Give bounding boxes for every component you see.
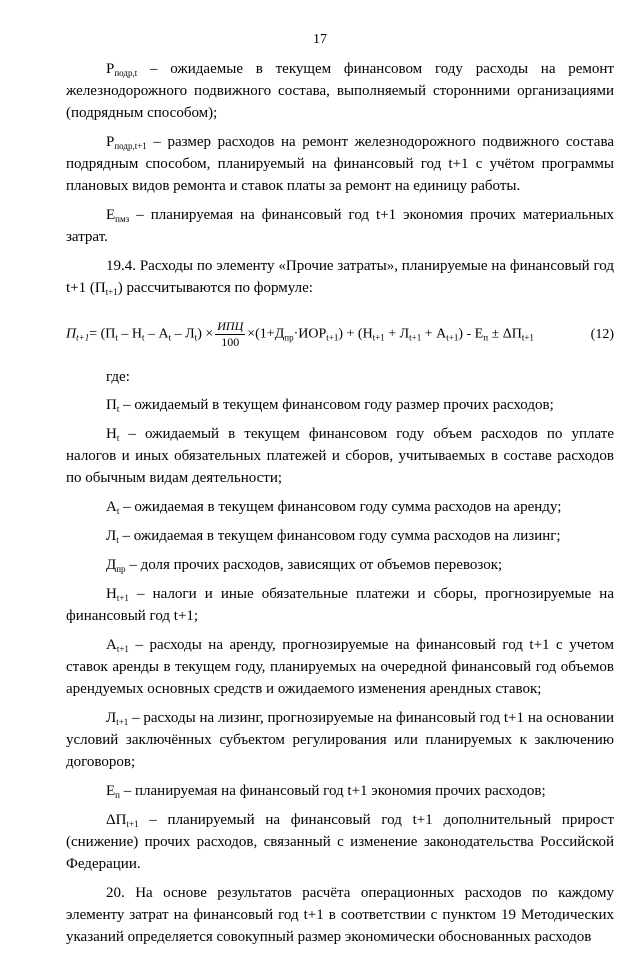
symbol: Р bbox=[106, 134, 115, 150]
symbol: Н bbox=[106, 426, 117, 442]
formula-sub: t+1 bbox=[521, 332, 534, 343]
formula-term: – А bbox=[144, 326, 169, 342]
definition-text: – планируемый на финансовый год t+1 дополнительный прирост (снижение) прочих расходов, связанный с изменение законодательства Российской Федерации. bbox=[66, 812, 614, 872]
definition-text: – налоги и иные обязательные платежи и сборы, прогнозируемые на финансовый год t+1; bbox=[66, 586, 614, 624]
symbol-subscript: пр bbox=[116, 564, 126, 574]
formula-term: ± ΔП bbox=[488, 326, 522, 342]
definition-n-t1 bbox=[66, 583, 614, 627]
symbol-subscript: t+1 bbox=[105, 287, 118, 297]
definition-text: – расходы на лизинг, прогнозируемые на финансовый год t+1 на основании условий заключённых субъектом регулирования или планируемых к заключению договоров; bbox=[66, 710, 614, 770]
formula-sub: t bbox=[168, 332, 172, 343]
definition-text: – ожидаемый в текущем финансовом году объем расходов по уплате налогов и иных обязательных платежей и сборов, учитываемых в составе расходов по обычным видам деятельности; bbox=[66, 426, 614, 486]
where-label: где: bbox=[106, 369, 130, 385]
symbol-subscript: t+1 bbox=[116, 717, 129, 727]
symbol-subscript: t+1 bbox=[116, 593, 129, 603]
section-19-4 bbox=[66, 255, 614, 299]
symbol-subscript: подр,t+1 bbox=[114, 141, 147, 151]
symbol-subscript: пмз bbox=[115, 214, 130, 224]
fraction-denominator: 100 bbox=[221, 335, 240, 349]
formula-term: + А bbox=[421, 326, 447, 342]
formula-body bbox=[66, 319, 534, 350]
formula-term: ·ИОР bbox=[293, 326, 327, 342]
formula-12 bbox=[66, 319, 614, 350]
definition-text: – ожидаемая в текущем финансовом году сумма расходов на лизинг; bbox=[118, 528, 561, 544]
formula-sub: t+1 bbox=[409, 332, 422, 343]
symbol: Е bbox=[106, 783, 116, 799]
symbol: А bbox=[106, 499, 117, 515]
symbol: Д bbox=[106, 557, 117, 573]
page-content bbox=[66, 58, 614, 955]
definition-n-t bbox=[66, 423, 614, 489]
formula-term: + Л bbox=[384, 326, 410, 342]
formula-term: ) + (Н bbox=[338, 326, 373, 342]
symbol-subscript: t+1 bbox=[126, 819, 139, 829]
definition-p-t bbox=[66, 394, 614, 416]
definition-d-pr bbox=[66, 554, 614, 576]
formula-term: – Н bbox=[117, 326, 143, 342]
definition-text: – планируемая на финансовый год t+1 экономия прочих материальных затрат. bbox=[66, 207, 614, 245]
formula-term: – Л bbox=[171, 326, 195, 342]
formula-sub: t+1 bbox=[372, 332, 385, 343]
definition-p-podr-t bbox=[66, 58, 614, 124]
definition-l-t1 bbox=[66, 707, 614, 773]
formula-lhs: П bbox=[66, 326, 77, 342]
formula-term: ) - Е bbox=[458, 326, 484, 342]
formula-number: (12) bbox=[590, 326, 614, 342]
formula-term: = (П bbox=[89, 326, 116, 342]
definition-l-t bbox=[66, 525, 614, 547]
section-text: ) рассчитываются по формуле: bbox=[117, 280, 313, 296]
definition-text: – расходы на аренду, прогнозируемые на финансовый год t+1 с учетом ставок аренды в текущем году, планируемых на очередной финансовый год объемов арендуемых основных средств и ожидаемого изменения арендных ставок; bbox=[66, 637, 614, 697]
fraction-numerator: ИПЦ bbox=[217, 319, 244, 333]
definition-text: – размер расходов на ремонт железнодорожного подвижного состава подрядным способом, планируемый на финансовый год t+1 с учётом программы плановых видов ремонта и ставок платы за ремонт на единицу работы. bbox=[66, 134, 614, 194]
formula-sub: п bbox=[483, 332, 489, 343]
definition-a-t1 bbox=[66, 634, 614, 700]
symbol: Л bbox=[106, 528, 117, 544]
formula-sub: t bbox=[115, 332, 118, 343]
symbol-subscript: t+1 bbox=[116, 644, 129, 654]
formula-sub: t+1 bbox=[76, 332, 90, 343]
symbol-subscript: подр,t bbox=[114, 68, 138, 78]
definition-text: – ожидаемая в текущем финансовом году сумма расходов на аренду; bbox=[119, 499, 562, 515]
formula-term: ×(1+Д bbox=[247, 326, 285, 342]
formula-sub: t bbox=[142, 332, 145, 343]
definition-a-t bbox=[66, 496, 614, 518]
formula-sub: t+1 bbox=[446, 332, 459, 343]
definition-e-p bbox=[66, 780, 614, 802]
formula-sub: t bbox=[194, 332, 198, 343]
symbol-subscript: t bbox=[116, 535, 119, 545]
definition-text: – планируемая на финансовый год t+1 экономия прочих расходов; bbox=[120, 783, 546, 799]
symbol: П bbox=[106, 397, 117, 413]
symbol-subscript: t bbox=[116, 433, 120, 443]
symbol: ΔП bbox=[106, 812, 127, 828]
definition-text: – ожидаемый в текущем финансовом году размер прочих расходов; bbox=[119, 397, 554, 413]
section-text: 19.4. Расходы по элементу «Прочие затраты», планируемые на финансовый год t+1 (П bbox=[66, 258, 614, 296]
symbol-subscript: t bbox=[116, 404, 120, 414]
symbol: Н bbox=[106, 586, 117, 602]
definition-p-podr-t1 bbox=[66, 131, 614, 197]
section-20: 20. На основе результатов расчёта операционных расходов по каждому элементу затрат на финансовый год t+1 в соответствии с пунктом 19 Методических указаний определяется совокупный размер экономически обоснованных расходов bbox=[66, 885, 614, 945]
symbol: Л bbox=[106, 710, 117, 726]
formula-sub: пр bbox=[284, 332, 294, 343]
formula-term: ) × bbox=[197, 326, 214, 342]
definition-text: – доля прочих расходов, зависящих от объемов перевозок; bbox=[125, 557, 503, 573]
symbol-subscript: t bbox=[116, 506, 120, 516]
symbol-subscript: п bbox=[115, 790, 120, 800]
formula-fraction bbox=[215, 319, 245, 350]
definition-delta-p bbox=[66, 809, 614, 875]
formula-sub: t+1 bbox=[326, 332, 339, 343]
definition-e-pmz bbox=[66, 204, 614, 248]
symbol: Р bbox=[106, 61, 115, 77]
definition-text: – ожидаемые в текущем финансовом году расходы на ремонт железнодорожного подвижного состава, выполняемый сторонними организациями (подрядным способом); bbox=[66, 61, 614, 121]
page-number: 17 bbox=[313, 32, 327, 47]
symbol: Е bbox=[106, 207, 116, 223]
symbol: А bbox=[106, 637, 117, 653]
